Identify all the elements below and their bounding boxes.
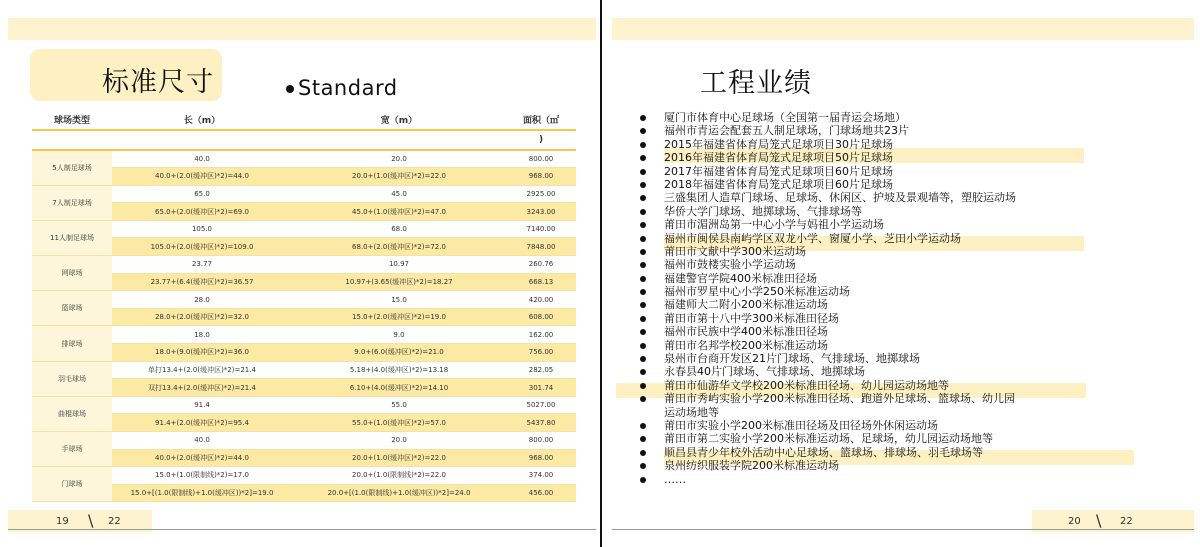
top-decor-bar (8, 18, 596, 40)
category-cell: 排球场 (32, 326, 112, 361)
list-item-text: 福州市民族中学400米标准田径场 (664, 325, 828, 339)
list-item-text: 莆田市秀屿实验小学200米标准田径场、跑道外足球场、篮球场、幼儿园 (664, 392, 1015, 406)
list-item (638, 232, 1186, 245)
page-subtitle (286, 76, 398, 100)
list-item (638, 379, 1186, 392)
table-cell: 28.0+(2.0(缓冲区)*2)=32.0 (112, 308, 292, 326)
bullet-icon (640, 302, 646, 308)
table-cell: 9.0 (292, 326, 506, 344)
table-cell: 20.0+[(1.0(限制线)+1.0(缓冲区))*2]=24.0 (292, 484, 506, 502)
table-cell: 55.0 (292, 396, 506, 414)
table-cell: 968.00 (506, 449, 576, 467)
column-header: 宽（m） (292, 109, 506, 130)
bullet-icon (640, 195, 646, 201)
table-cell: 608.00 (506, 308, 576, 326)
column-header: 长（m） (112, 109, 292, 130)
category-cell: 曲棍球场 (32, 396, 112, 431)
table-cell: 91.4+(2.0(缓冲区)*2)=95.4 (112, 414, 292, 432)
table-cell: 23.77+(6.4(缓冲区)*2)=36.57 (112, 273, 292, 291)
list-item (638, 419, 1186, 432)
list-item (638, 245, 1186, 258)
table-row (32, 238, 576, 256)
list-item-text: 顺昌县青少年校外活动中心足球场、篮球场、排球场、羽毛球场等 (664, 445, 983, 459)
list-item-text: 2015年福建省体育局笼式足球项目30片足球场 (664, 137, 893, 151)
list-item (638, 151, 1186, 164)
list-item-text: 福州市罗星中心小学250米标准运动场 (664, 285, 850, 299)
table-cell: 7140.00 (506, 220, 576, 238)
list-item (638, 191, 1186, 204)
table-cell: 单打13.4+(2.0(缓冲区)*2)=21.4 (112, 361, 292, 379)
table-row (32, 344, 576, 362)
list-item (638, 258, 1186, 271)
table-cell: 65.0 (112, 185, 292, 203)
list-item-text: 莆田市实验小学200米标准田径场及田径场外休闲运动场 (664, 418, 938, 432)
list-item-text: 2016年福建省体育局笼式足球项目50片足球场 (664, 151, 893, 165)
bullet-icon (640, 289, 646, 295)
table-row (32, 273, 576, 291)
list-item-text: …… (664, 472, 686, 486)
bullet-icon (640, 236, 646, 242)
table-row (32, 467, 576, 485)
list-item-text: 泉州纺织服装学院200米标准运动场 (664, 459, 839, 473)
table-row (32, 308, 576, 326)
category-cell: 手球场 (32, 432, 112, 467)
page-title: 工程业绩 (700, 68, 812, 99)
table-row (32, 220, 576, 238)
page-number: 20 (1068, 516, 1081, 527)
bullet-icon (640, 329, 646, 335)
list-item (638, 138, 1186, 151)
list-item-text: 泉州市台商开发区21片门球场、气排球场、地掷球场 (664, 352, 920, 366)
table-cell: 456.00 (506, 484, 576, 502)
table-cell: 756.00 (506, 344, 576, 362)
list-item (638, 473, 1186, 486)
table-row (32, 432, 576, 450)
bullet-icon (640, 423, 646, 429)
list-item-text: 福州市鼓楼实验小学运动场 (664, 258, 796, 272)
list-item (638, 339, 1186, 352)
table-cell: 40.0 (112, 432, 292, 450)
table-row (32, 396, 576, 414)
table-row (32, 449, 576, 467)
list-item (638, 272, 1186, 285)
bullet-icon (640, 249, 646, 255)
bullet-icon (640, 182, 646, 188)
table-cell: 301.74 (506, 379, 576, 397)
bullet-icon (640, 369, 646, 375)
list-item-text: 莆田市文献中学300米运动场 (664, 244, 806, 258)
list-item (638, 432, 1186, 445)
bullet-icon (640, 222, 646, 228)
bullet-icon (640, 383, 646, 389)
list-item-text: 莆田市第二实验小学200米标准运动场、足球场，幼儿园运动场地等 (664, 432, 993, 446)
table-cell: 20.0+(1.0(缓冲区)*2)=22.0 (292, 449, 506, 467)
list-item-text: 福建警官学院400米标准田径场 (664, 271, 817, 285)
bullet-icon (640, 316, 646, 322)
table-cell: 968.00 (506, 168, 576, 186)
table-row (32, 326, 576, 344)
category-cell: 网球场 (32, 256, 112, 291)
table-cell: 5.18+(4.0(缓冲区)*2)=13.18 (292, 361, 506, 379)
list-item-text: 2017年福建省体育局笼式足球项目60片足球场 (664, 164, 893, 178)
list-item (638, 392, 1186, 405)
list-item (638, 165, 1186, 178)
table-cell: 7848.00 (506, 238, 576, 256)
bullet-icon (640, 169, 646, 175)
bullet-icon (640, 142, 646, 148)
table-cell: 40.0+(2.0(缓冲区)*2)=44.0 (112, 168, 292, 186)
table-row (32, 291, 576, 309)
bullet-icon (640, 155, 646, 161)
standard-size-table (32, 109, 576, 502)
table-row (32, 150, 576, 168)
bullet-icon (640, 356, 646, 362)
project-list (638, 111, 1186, 486)
page-separator-slash: \ (1096, 511, 1102, 530)
list-item (638, 406, 1186, 419)
table-cell: 45.0 (292, 185, 506, 203)
table-cell: 20.0 (292, 150, 506, 168)
table-cell: 668.13 (506, 273, 576, 291)
unit-tail: ) (506, 130, 576, 150)
list-item-text: 莆田市名邦学校200米标准运动场 (664, 338, 828, 352)
table-cell: 65.0+(2.0(缓冲区)*2)=69.0 (112, 203, 292, 221)
bullet-icon (640, 463, 646, 469)
table-cell: 3243.00 (506, 203, 576, 221)
bullet-dot-icon (286, 85, 294, 93)
right-page (602, 0, 1200, 547)
table-cell: 28.0 (112, 291, 292, 309)
list-item-text: 莆田市仙游华文学校200米标准田径场、幼儿园运动场地等 (664, 378, 949, 392)
table-cell: 双打13.4+(2.0(缓冲区)*2)=21.4 (112, 379, 292, 397)
list-item-text: 莆田市湄洲岛第一中心小学与妈祖小学运动场 (664, 218, 884, 232)
table-cell: 282.05 (506, 361, 576, 379)
list-item-text: 福州市闽侯县南屿学区双龙小学、窗厦小学、芝田小学运动场 (664, 231, 961, 245)
table-cell: 10.97+(3.65(缓冲区)*2)=18.27 (292, 273, 506, 291)
table-cell: 420.00 (506, 291, 576, 309)
list-item (638, 285, 1186, 298)
page-number: 19 (56, 516, 69, 527)
table-row (32, 168, 576, 186)
list-item (638, 325, 1186, 338)
table-cell: 105.0+(2.0(缓冲区)*2)=109.0 (112, 238, 292, 256)
list-item-text: 运动场地等 (664, 405, 719, 419)
table-cell: 800.00 (506, 150, 576, 168)
table-cell: 15.0 (292, 291, 506, 309)
table-cell: 45.0+(1.0(缓冲区)*2)=47.0 (292, 203, 506, 221)
table-cell: 91.4 (112, 396, 292, 414)
list-item-text: 莆田市第十八中学300米标准田径场 (664, 311, 839, 325)
total-pages: 22 (1120, 516, 1133, 527)
table-cell: 23.77 (112, 256, 292, 274)
list-item (638, 312, 1186, 325)
list-item-text: 三盛集团人造草门球场、足球场、休闲区、护坡及景观墙等，塑胶运动场 (664, 191, 1016, 205)
table-row (32, 379, 576, 397)
list-item (638, 352, 1186, 365)
table-cell: 5027.00 (506, 396, 576, 414)
table-cell: 40.0 (112, 150, 292, 168)
table-row (32, 203, 576, 221)
table-cell: 260.76 (506, 256, 576, 274)
bullet-icon (640, 477, 646, 483)
footer-line (8, 529, 596, 530)
page-title: 标准尺寸 (102, 67, 214, 98)
table-row (32, 414, 576, 432)
table-row (32, 185, 576, 203)
table-row (32, 484, 576, 502)
table-cell: 10.97 (292, 256, 506, 274)
list-item (638, 205, 1186, 218)
category-cell: 5人制足球场 (32, 150, 112, 185)
list-item-text: 华侨大学门球场、地掷球场、气排球场等 (664, 204, 862, 218)
table-cell: 9.0+(6.0(缓冲区)*2)=21.0 (292, 344, 506, 362)
bullet-icon (640, 450, 646, 456)
bullet-icon (640, 396, 646, 402)
table-cell: 5437.80 (506, 414, 576, 432)
page-separator-slash: \ (88, 511, 94, 530)
bullet-icon (640, 343, 646, 349)
table-cell: 2925.00 (506, 185, 576, 203)
list-item (638, 446, 1186, 459)
table-cell: 374.00 (506, 467, 576, 485)
list-item (638, 218, 1186, 231)
bullet-icon (640, 262, 646, 268)
table-cell: 162.00 (506, 326, 576, 344)
total-pages: 22 (108, 516, 121, 527)
table-cell: 18.0+(9.0(缓冲区)*2)=36.0 (112, 344, 292, 362)
table-header-continuation (32, 130, 576, 150)
list-item (638, 365, 1186, 378)
bullet-icon (640, 436, 646, 442)
table-cell: 20.0+(1.0(限制线)*2)=22.0 (292, 467, 506, 485)
bullet-icon (640, 115, 646, 121)
column-header: 面积（㎡ (506, 109, 576, 130)
column-header: 球场类型 (32, 109, 112, 130)
list-item (638, 178, 1186, 191)
table-cell: 68.0+(2.0(缓冲区)*2)=72.0 (292, 238, 506, 256)
table-cell: 15.0+(2.0(缓冲区)*2)=19.0 (292, 308, 506, 326)
list-item-text: 永春县40片门球场、气排球场、地掷球场 (664, 365, 865, 379)
table-row (32, 361, 576, 379)
category-cell: 羽毛球场 (32, 361, 112, 396)
footer-line (612, 529, 1194, 530)
bullet-icon (640, 209, 646, 215)
table-cell: 6.10+(4.0(缓冲区)*2)=14.10 (292, 379, 506, 397)
table-cell: 68.0 (292, 220, 506, 238)
list-item (638, 459, 1186, 472)
table-cell: 40.0+(2.0(缓冲区)*2)=44.0 (112, 449, 292, 467)
list-item-text: 福建师大二附小200米标准运动场 (664, 298, 828, 312)
bullet-icon (640, 128, 646, 134)
list-item (638, 111, 1186, 124)
category-cell: 11人制足球场 (32, 220, 112, 255)
list-item-text: 厦门市体育中心足球场（全国第一届青运会场地） (664, 111, 906, 124)
category-cell: 篮球场 (32, 291, 112, 326)
bullet-icon (640, 276, 646, 282)
table-cell: 55.0+(1.0(缓冲区)*2)=57.0 (292, 414, 506, 432)
top-decor-bar (612, 18, 1194, 40)
list-item (638, 124, 1186, 137)
table-body (32, 150, 576, 502)
table-cell: 105.0 (112, 220, 292, 238)
table-header-row (32, 109, 576, 130)
subtitle-text: Standard (298, 76, 398, 100)
table-row (32, 256, 576, 274)
list-item-text: 福州市青运会配套五人制足球场，门球场地共23片 (664, 124, 909, 138)
category-cell: 门球场 (32, 467, 112, 502)
category-cell: 7人制足球场 (32, 185, 112, 220)
table-cell: 15.0+[(1.0(限制线)+1.0(缓冲区))*2]=19.0 (112, 484, 292, 502)
table-cell: 20.0+(1.0(缓冲区)*2)=22.0 (292, 168, 506, 186)
list-item (638, 298, 1186, 311)
table-cell: 800.00 (506, 432, 576, 450)
list-item-text: 2018年福建省体育局笼式足球项目60片足球场 (664, 177, 893, 191)
table-cell: 18.0 (112, 326, 292, 344)
table-cell: 20.0 (292, 432, 506, 450)
table-cell: 15.0+(1.0(限制线)*2)=17.0 (112, 467, 292, 485)
